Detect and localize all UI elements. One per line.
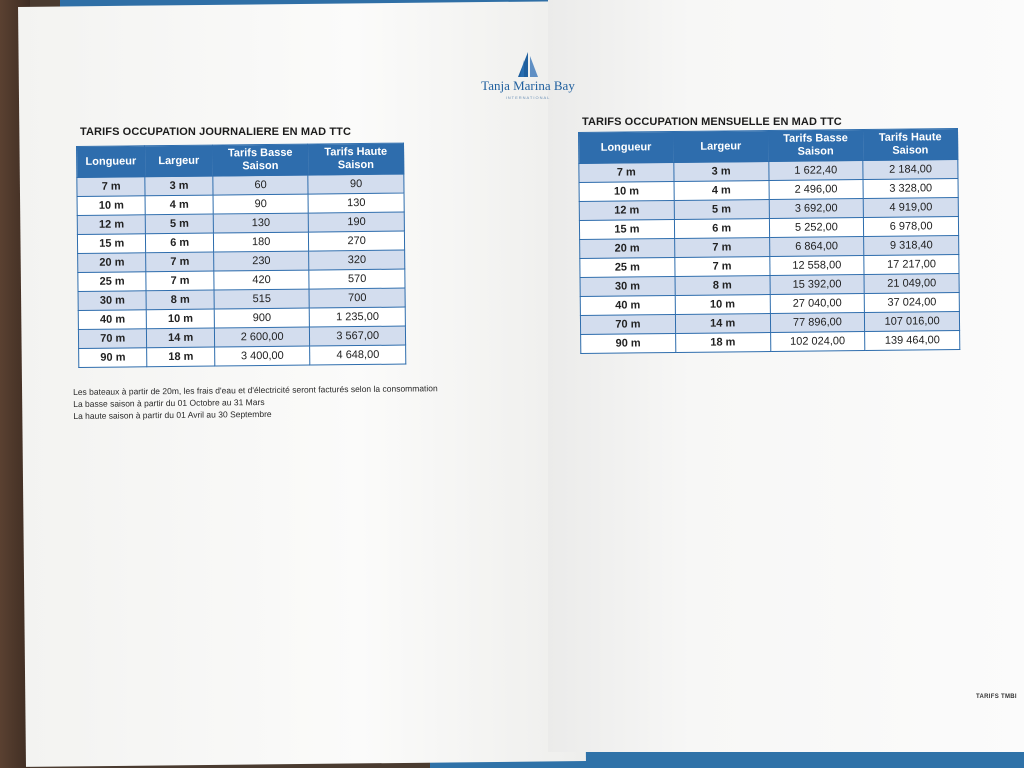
low-season-cell: 6 864,00 xyxy=(769,237,864,257)
width-cell: 14 m xyxy=(147,328,215,348)
high-season-cell: 700 xyxy=(309,288,405,308)
high-season-cell: 130 xyxy=(308,193,404,213)
column-header: Tarifs Basse Saison xyxy=(212,144,308,176)
low-season-cell: 12 558,00 xyxy=(769,256,864,276)
column-header: Largeur xyxy=(145,145,213,177)
low-season-cell: 900 xyxy=(214,308,310,328)
length-cell: 15 m xyxy=(579,219,674,239)
note-line: La haute saison à partir du 01 Avril au 30 Septembre xyxy=(73,408,272,421)
document-code: TARIFS TMBI xyxy=(976,694,1017,700)
monthly-tariff-table xyxy=(578,128,960,354)
width-cell: 7 m xyxy=(675,257,770,277)
width-cell: 14 m xyxy=(675,313,770,333)
column-header: Tarifs Haute Saison xyxy=(308,143,404,175)
high-season-cell: 17 217,00 xyxy=(864,255,959,275)
width-cell: 18 m xyxy=(147,347,215,367)
length-cell: 30 m xyxy=(580,276,675,296)
width-cell: 8 m xyxy=(146,290,214,310)
column-header: Largeur xyxy=(673,131,768,163)
high-season-cell: 2 184,00 xyxy=(863,160,958,180)
low-season-cell: 60 xyxy=(213,175,309,195)
low-season-cell: 130 xyxy=(213,213,309,233)
note-line: La basse saison à partir du 01 Octobre au 31 Mars xyxy=(73,396,265,409)
low-season-cell: 102 024,00 xyxy=(770,332,865,352)
high-season-cell: 270 xyxy=(309,231,405,251)
high-season-cell: 139 464,00 xyxy=(865,331,960,351)
low-season-cell: 3 400,00 xyxy=(214,346,310,366)
length-cell: 7 m xyxy=(579,163,674,183)
width-cell: 3 m xyxy=(145,176,213,196)
width-cell: 5 m xyxy=(674,200,769,220)
length-cell: 25 m xyxy=(78,272,147,292)
low-season-cell: 27 040,00 xyxy=(770,294,865,314)
low-season-cell: 5 252,00 xyxy=(769,218,864,238)
monthly-tariff-rows xyxy=(579,160,960,354)
length-cell: 30 m xyxy=(78,291,147,311)
length-cell: 90 m xyxy=(581,333,676,353)
high-season-cell: 107 016,00 xyxy=(865,312,960,332)
width-cell: 7 m xyxy=(674,238,769,258)
length-cell: 25 m xyxy=(580,257,675,277)
length-cell: 15 m xyxy=(77,234,146,254)
sailboat-icon xyxy=(513,50,543,80)
high-season-cell: 1 235,00 xyxy=(310,307,406,327)
monthly-tariff-title: TARIFS OCCUPATION MENSUELLE EN MAD TTC xyxy=(582,116,842,128)
high-season-cell: 190 xyxy=(309,212,405,232)
brand-logo xyxy=(478,50,578,100)
length-cell: 7 m xyxy=(77,177,146,197)
low-season-cell: 2 496,00 xyxy=(769,180,864,200)
length-cell: 70 m xyxy=(78,329,147,349)
length-cell: 70 m xyxy=(580,314,675,334)
length-cell: 10 m xyxy=(579,181,674,201)
width-cell: 3 m xyxy=(674,162,769,182)
width-cell: 4 m xyxy=(145,195,213,215)
column-header: Tarifs Haute Saison xyxy=(863,129,958,161)
width-cell: 7 m xyxy=(146,252,214,272)
daily-tariff-table xyxy=(76,143,406,368)
high-season-cell: 90 xyxy=(308,174,404,194)
width-cell: 4 m xyxy=(674,181,769,201)
high-season-cell: 37 024,00 xyxy=(864,293,959,313)
brand-tagline: INTERNATIONAL xyxy=(505,95,551,100)
tariff-notes xyxy=(73,382,438,422)
width-cell: 6 m xyxy=(674,219,769,239)
high-season-cell: 9 318,40 xyxy=(864,236,959,256)
length-cell: 90 m xyxy=(79,348,148,368)
table-row xyxy=(581,331,960,354)
high-season-cell: 4 648,00 xyxy=(310,345,406,365)
high-season-cell: 570 xyxy=(309,269,405,289)
width-cell: 7 m xyxy=(146,271,214,291)
length-cell: 40 m xyxy=(78,310,147,330)
column-header: Longueur xyxy=(77,146,146,178)
table-row xyxy=(79,345,406,367)
high-season-cell: 21 049,00 xyxy=(864,274,959,294)
low-season-cell: 230 xyxy=(213,251,309,271)
low-season-cell: 15 392,00 xyxy=(770,275,865,295)
low-season-cell: 2 600,00 xyxy=(214,327,310,347)
low-season-cell: 3 692,00 xyxy=(769,199,864,219)
brand-name: Tanja Marina Bay xyxy=(481,78,575,93)
low-season-cell: 180 xyxy=(213,232,309,252)
length-cell: 12 m xyxy=(77,215,146,235)
high-season-cell: 6 978,00 xyxy=(864,217,959,237)
width-cell: 8 m xyxy=(675,276,770,296)
table-header-row xyxy=(579,129,958,164)
daily-tariff-rows xyxy=(77,174,406,367)
width-cell: 6 m xyxy=(146,233,214,253)
length-cell: 12 m xyxy=(579,200,674,220)
width-cell: 10 m xyxy=(147,309,215,329)
note-line: Les bateaux à partir de 20m, les frais d'eau et d'électricité seront facturés selon la consommation xyxy=(73,383,438,397)
width-cell: 5 m xyxy=(146,214,214,234)
length-cell: 20 m xyxy=(78,253,147,273)
column-header: Longueur xyxy=(579,132,674,164)
length-cell: 20 m xyxy=(580,238,675,258)
high-season-cell: 4 919,00 xyxy=(863,198,958,218)
daily-tariff-title: TARIFS OCCUPATION JOURNALIERE EN MAD TTC xyxy=(80,126,352,138)
low-season-cell: 1 622,40 xyxy=(768,161,863,181)
table-header-row xyxy=(77,143,404,177)
length-cell: 40 m xyxy=(580,295,675,315)
width-cell: 10 m xyxy=(675,295,770,315)
column-header: Tarifs Basse Saison xyxy=(768,130,863,162)
low-season-cell: 515 xyxy=(214,289,310,309)
high-season-cell: 320 xyxy=(309,250,405,270)
low-season-cell: 90 xyxy=(213,194,309,214)
low-season-cell: 77 896,00 xyxy=(770,313,865,333)
low-season-cell: 420 xyxy=(214,270,310,290)
length-cell: 10 m xyxy=(77,196,146,216)
document-page-right xyxy=(548,0,1024,752)
high-season-cell: 3 567,00 xyxy=(310,326,406,346)
high-season-cell: 3 328,00 xyxy=(863,179,958,199)
width-cell: 18 m xyxy=(675,332,770,352)
